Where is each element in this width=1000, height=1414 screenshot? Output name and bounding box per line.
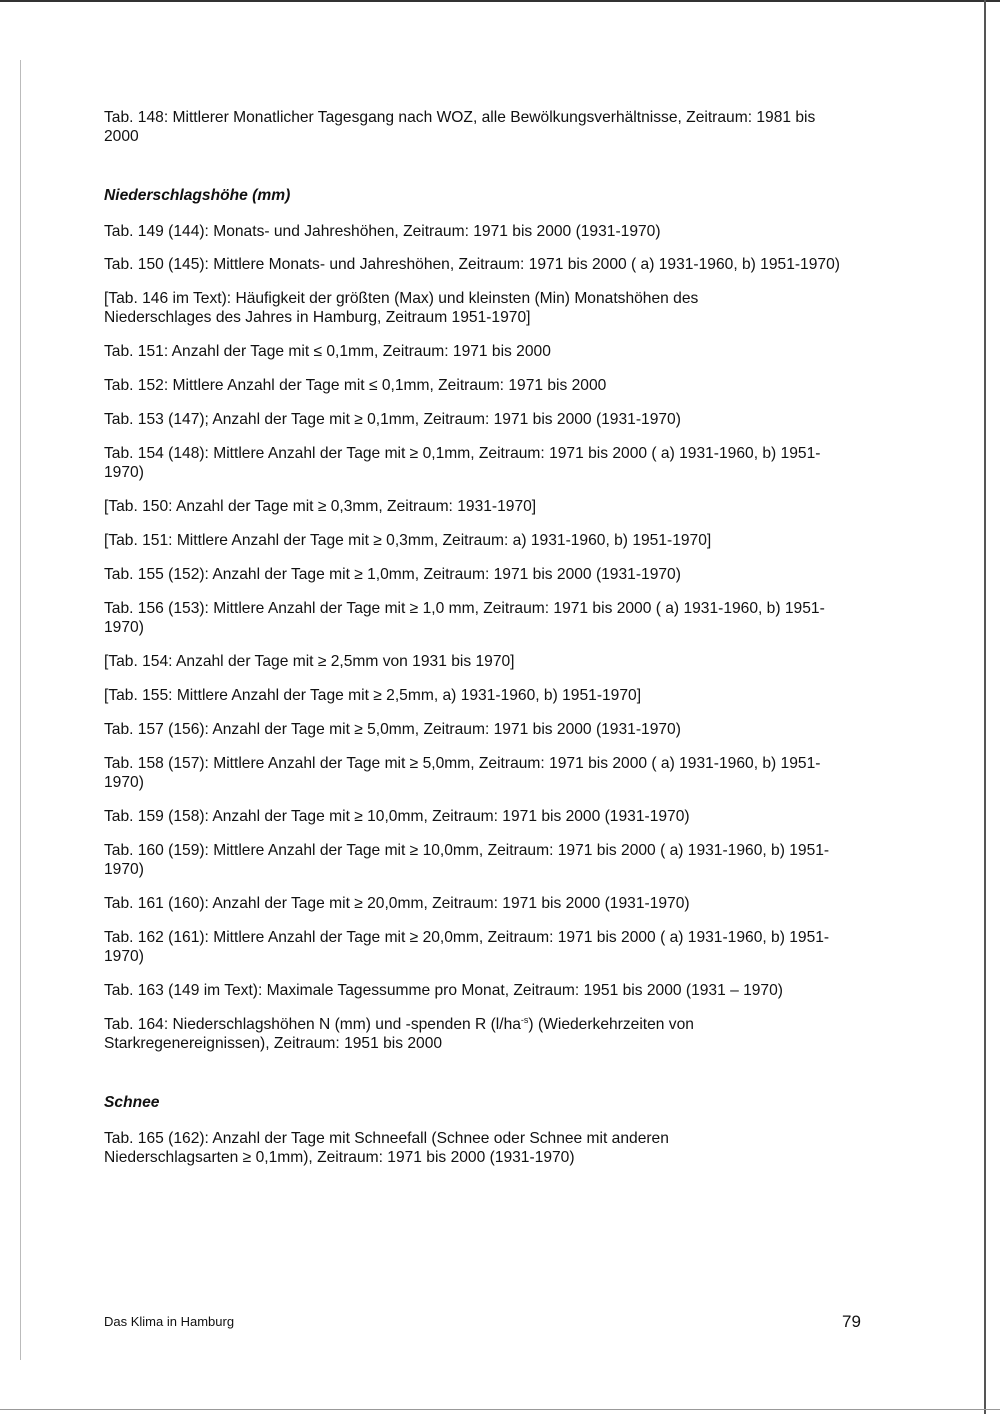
table-entry: Tab. 162 (161): Mittlere Anzahl der Tage mit ≥ 20,0mm, Zeitraum: 1971 bis 2000 ( a) 1931-1960, b) 1951-1970): [104, 929, 830, 965]
scan-edge-left: [20, 60, 21, 1360]
table-entry: Tab. 161 (160): Anzahl der Tage mit ≥ 20,0mm, Zeitraum: 1971 bis 2000 (1931-1970): [104, 895, 690, 912]
table-entry-164: [104, 1015, 784, 1053]
table-entry: Tab. 157 (156): Anzahl der Tage mit ≥ 5,0mm, Zeitraum: 1971 bis 2000 (1931-1970): [104, 721, 681, 738]
table-entry: Tab. 152: Mittlere Anzahl der Tage mit ≤ 0,1mm, Zeitraum: 1971 bis 2000: [104, 377, 607, 394]
scan-edge-bottom: [0, 1409, 1000, 1410]
table-entry: Tab. 155 (152): Anzahl der Tage mit ≥ 1,0mm, Zeitraum: 1971 bis 2000 (1931-1970): [104, 566, 681, 583]
table-entry: Tab. 159 (158): Anzahl der Tage mit ≥ 10,0mm, Zeitraum: 1971 bis 2000 (1931-1970): [104, 808, 690, 825]
table-entry: [Tab. 150: Anzahl der Tage mit ≥ 0,3mm, Zeitraum: 1931-1970]: [104, 498, 537, 515]
table-list: [104, 108, 864, 1167]
table-entry: Tab. 154 (148): Mittlere Anzahl der Tage mit ≥ 0,1mm, Zeitraum: 1971 bis 2000 ( a) 1931-1960, b) 1951-1970): [104, 445, 821, 481]
table-entry-164-text: Tab. 164: Niederschlagshöhen N (mm) und -spenden R (l/ha: [104, 1016, 521, 1033]
table-entry: Tab. 163 (149 im Text): Maximale Tagessumme pro Monat, Zeitraum: 1951 bis 2000 (1931 – 1970): [104, 982, 783, 999]
table-entry: Tab. 151: Anzahl der Tage mit ≤ 0,1mm, Zeitraum: 1971 bis 2000: [104, 343, 551, 360]
scan-edge-right: [984, 0, 986, 1414]
table-entry: [Tab. 146 im Text): Häufigkeit der größten (Max) und kleinsten (Min) Monatshöhen des Niederschlages des Jahres in Hamburg, Zeitraum 1951-1970]: [104, 290, 699, 326]
section-heading-niederschlag: Niederschlagshöhe (mm): [104, 187, 291, 204]
table-entry-164-superscript: -s: [520, 1014, 529, 1025]
section-heading-schnee: Schnee: [104, 1094, 160, 1111]
table-entry: Tab. 156 (153): Mittlere Anzahl der Tage mit ≥ 1,0 mm, Zeitraum: 1971 bis 2000 ( a) 1931-1960, b) 1951-1970): [104, 600, 825, 636]
table-entry: [Tab. 151: Mittlere Anzahl der Tage mit ≥ 0,3mm, Zeitraum: a) 1931-1960, b) 1951-1970]: [104, 532, 712, 549]
table-entry: Tab. 150 (145): Mittlere Monats- und Jahreshöhen, Zeitraum: 1971 bis 2000 ( a) 1931-1960, b) 1951-1970): [104, 256, 840, 273]
table-entry: [Tab. 155: Mittlere Anzahl der Tage mit ≥ 2,5mm, a) 1931-1960, b) 1951-1970]: [104, 687, 642, 704]
page-number: 79: [842, 1312, 861, 1331]
footer-title: Das Klima in Hamburg: [104, 1314, 235, 1329]
table-entry: Tab. 158 (157): Mittlere Anzahl der Tage mit ≥ 5,0mm, Zeitraum: 1971 bis 2000 ( a) 1931-1960, b) 1951-1970): [104, 755, 821, 791]
table-entry: [Tab. 154: Anzahl der Tage mit ≥ 2,5mm von 1931 bis 1970]: [104, 653, 515, 670]
table-entry: Tab. 149 (144): Monats- und Jahreshöhen, Zeitraum: 1971 bis 2000 (1931-1970): [104, 223, 661, 240]
table-entry-164-text-rest: ) (Wiederkehrzeiten von Starkregenereignissen), Zeitraum: 1951 bis 2000: [104, 1016, 694, 1052]
table-entry-148: Tab. 148: Mittlerer Monatlicher Tagesgang nach WOZ, alle Bewölkungsverhältnisse, Zeitraum: 1981 bis 2000: [104, 109, 816, 145]
scan-edge-top: [0, 0, 1000, 2]
table-entry: Tab. 160 (159): Mittlere Anzahl der Tage mit ≥ 10,0mm, Zeitraum: 1971 bis 2000 ( a) 1931-1960, b) 1951-1970): [104, 842, 830, 878]
table-entry: Tab. 153 (147); Anzahl der Tage mit ≥ 0,1mm, Zeitraum: 1971 bis 2000 (1931-1970): [104, 411, 681, 428]
table-entry: Tab. 165 (162): Anzahl der Tage mit Schneefall (Schnee oder Schnee mit anderen Niederschlagsarten ≥ 0,1mm), Zeitraum: 1971 bis 2000 (1931-1970): [104, 1130, 669, 1166]
